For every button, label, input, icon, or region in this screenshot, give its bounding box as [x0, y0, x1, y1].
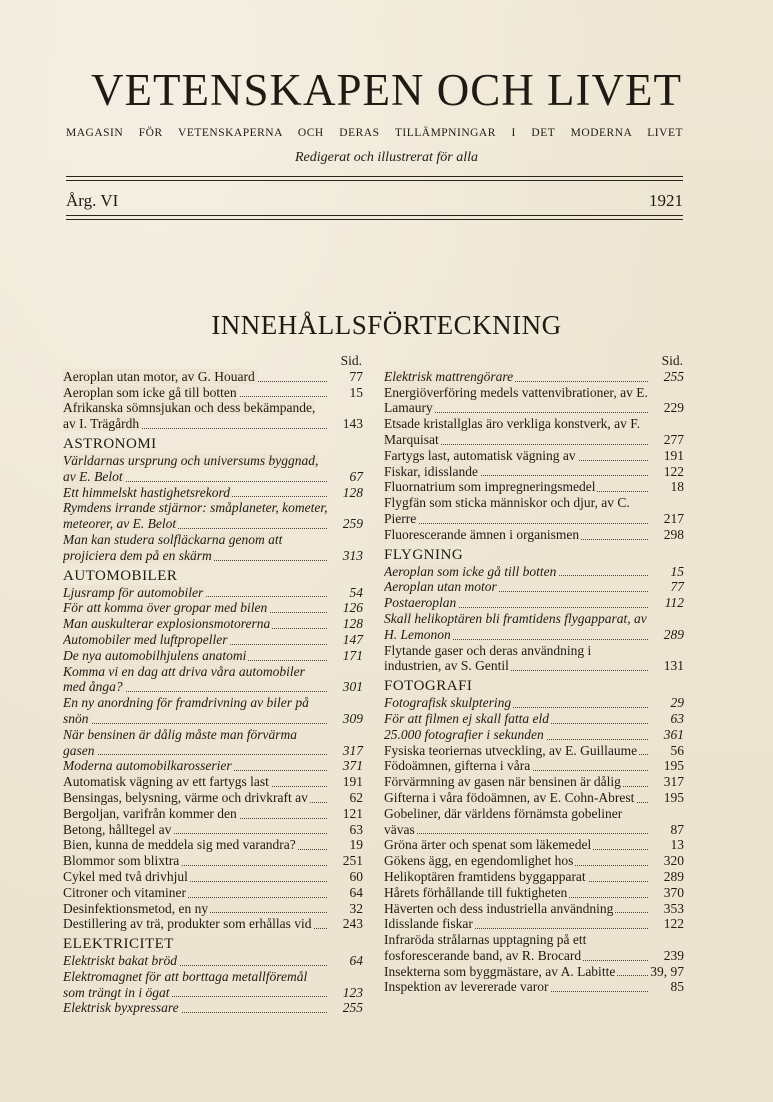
entry-page: 64	[349, 953, 363, 969]
entry-page: 313	[342, 547, 363, 563]
entry-title: Elektromagnet för att borttaga metallföremål som trängt in i ögat	[63, 968, 308, 1000]
entry-title: Fysiska teoriernas utveckling, av E. Guillaume	[384, 742, 638, 758]
entry-title: Aeroplan utan motor, av G. Houard	[63, 368, 255, 384]
toc-entry	[384, 885, 684, 901]
toc-entry	[384, 479, 684, 495]
toc-entry	[384, 385, 684, 417]
entry-title: Flygfän som sticka människor och djur, av C. Pierre	[384, 495, 630, 526]
entry-page: 317	[342, 742, 363, 758]
entry-title: Häverten och dess industriella användning	[384, 900, 614, 916]
section-heading: FLYGNING	[384, 546, 464, 563]
entry-title: Aeroplan som icke gå till botten	[63, 384, 237, 400]
entry-title: Idisslande fiskar	[384, 916, 473, 932]
entry-title: Infraröda strålarnas upptagning på ett fosforescerande band, av R. Brocard	[384, 932, 587, 963]
magazine-subtitle: MAGASIN FÖR VETENSKAPERNA OCH DERAS TILLÄMPNINGAR I DET MODERNA LIVET	[66, 127, 683, 139]
toc-entry	[63, 453, 363, 485]
toc-right-column	[384, 353, 684, 995]
toc-entry	[63, 600, 363, 616]
entry-title: Gifterna i våra födoämnen, av E. Cohn-Abrest	[384, 789, 635, 805]
toc-entry	[63, 664, 363, 696]
entry-page: 121	[342, 805, 363, 821]
toc-entry	[63, 822, 363, 838]
toc-entry	[63, 969, 363, 1001]
volume-label: Årg. VI	[66, 191, 119, 210]
entry-title: Hårets förhållande till fuktigheten	[384, 884, 568, 900]
entry-page: 15	[670, 563, 684, 579]
entry-page: 13	[670, 837, 684, 853]
toc-entry	[63, 916, 363, 932]
entry-page: 63	[349, 821, 363, 837]
entry-title: Gökens ägg, en egendomlighet hos	[384, 853, 574, 869]
entry-title: Fluorescerande ämnen i organismen	[384, 526, 580, 542]
entry-page: 239	[663, 947, 684, 963]
entry-page: 63	[670, 710, 684, 726]
header-rule-top	[66, 176, 683, 177]
entry-title: Energiöverföring medels vattenvibrationer, av E. Lamaury	[384, 384, 648, 416]
entry-page: 60	[349, 868, 363, 884]
entry-page: 112	[664, 595, 684, 611]
entry-page: 309	[342, 710, 363, 726]
entry-title: Bensingas, belysning, värme och drivkraft av	[63, 789, 308, 805]
toc-entry	[63, 727, 363, 759]
header-rule-top-2	[66, 180, 683, 181]
entry-title: Automobiler med luftpropeller	[63, 631, 228, 647]
toc-entry	[63, 369, 363, 385]
entry-title: Man kan studera solfläckarna genom att projiciera dem på en skärm	[63, 531, 283, 563]
entry-title: Fartygs last, automatisk vägning av	[384, 447, 576, 463]
toc-entry	[63, 869, 363, 885]
toc-entry	[384, 758, 684, 774]
entry-page: 87	[670, 821, 684, 837]
entry-page: 54	[349, 584, 363, 600]
entry-title: En ny anordning för framdrivning av biler på snön	[63, 695, 309, 726]
entry-title: Gröna ärter och spenat som läkemedel	[384, 837, 592, 853]
toc-entry	[63, 837, 363, 853]
entry-page: 128	[342, 616, 363, 632]
toc-entry	[63, 695, 363, 727]
toc-entry	[63, 774, 363, 790]
entry-page: 85	[670, 979, 684, 995]
toc-entry	[384, 464, 684, 480]
entry-page: 243	[342, 916, 363, 932]
toc-entry	[63, 790, 363, 806]
entry-title: Flytande gaser och deras användning i industrien, av S. Gentil	[384, 642, 592, 674]
entry-page: 77	[670, 579, 684, 595]
entry-title: Fiskar, idisslande	[384, 463, 478, 479]
entry-title: Insekterna som byggmästare, av A. Labitte	[384, 963, 616, 979]
entry-title: Automatisk vägning av ett fartygs last	[63, 774, 269, 790]
entry-page: 191	[663, 447, 684, 463]
entry-title: Ljusramp för automobiler	[63, 584, 204, 600]
toc-entry	[384, 837, 684, 853]
entry-page: 353	[663, 900, 684, 916]
entry-title: Desinfektionsmetod, en ny	[63, 900, 209, 916]
toc-entry	[63, 400, 363, 432]
toc-entry	[384, 727, 684, 743]
toc-entry	[384, 711, 684, 727]
entry-title: Helikoptären framtidens byggapparat	[384, 868, 586, 884]
entry-page: 32	[349, 900, 363, 916]
entry-page: 62	[349, 789, 363, 805]
toc-entry	[384, 564, 684, 580]
entry-title: Postaeroplan	[384, 595, 457, 611]
entry-title: Komma vi en dag att driva våra automobiler med ånga?	[63, 663, 305, 695]
entry-page: 277	[663, 431, 684, 447]
toc-entry	[384, 643, 684, 675]
entry-title: Inspektion av levererade varor	[384, 979, 549, 995]
entry-title: Destillering av trä, produkter som erhållas vid	[63, 916, 312, 932]
toc-entry	[63, 632, 363, 648]
toc-entry	[63, 485, 363, 501]
entry-title: Ett himmelskt hastighetsrekord	[63, 484, 230, 500]
toc-entry	[384, 790, 684, 806]
entry-page: 39, 97	[650, 963, 684, 979]
entry-page: 361	[663, 726, 684, 742]
entry-title: Elektrisk byxpressare	[63, 1000, 179, 1016]
entry-title: Aeroplan som icke gå till botten	[384, 563, 557, 579]
entry-title: Blommor som blixtra	[63, 853, 180, 869]
entry-page: 255	[663, 368, 684, 384]
toc-entry	[384, 369, 684, 385]
entry-title: Man auskulterar explosionsmotorerna	[63, 616, 271, 632]
toc-title: INNEHÅLLSFÖRTECKNING	[211, 310, 562, 340]
header-rule-bottom	[66, 215, 683, 216]
entry-title: Födoämnen, gifterna i våra	[384, 758, 531, 774]
entry-page: 217	[663, 510, 684, 526]
entry-title: Betong, hålltegel av	[63, 821, 172, 837]
toc-entry	[63, 758, 363, 774]
toc-entry	[63, 500, 363, 532]
toc-entry	[384, 916, 684, 932]
toc-entry	[384, 695, 684, 711]
toc-entry	[384, 869, 684, 885]
entry-title: Etsade kristallglas äro verkliga konstverk, av F. Marquisat	[384, 416, 641, 447]
entry-title: Fotografisk skulptering	[384, 695, 512, 711]
entry-title: Aeroplan utan motor	[384, 579, 497, 595]
editorial-note: Redigerat och illustrerat för alla	[294, 150, 479, 165]
section-heading: AUTOMOBILER	[63, 567, 178, 584]
entry-title: Afrikanska sömnsjukan och dess bekämpande, av I. Trägårdh	[63, 400, 316, 432]
section-heading: ASTRONOMI	[63, 435, 157, 452]
entry-page: 298	[663, 526, 684, 542]
toc-entry	[63, 532, 363, 564]
toc-entry	[384, 774, 684, 790]
toc-entry	[384, 901, 684, 917]
entry-page: 122	[663, 916, 684, 932]
entry-page: 29	[670, 695, 684, 711]
header-rule-bottom-2	[66, 219, 683, 220]
entry-title: Rymdens irrande stjärnor: småplaneter, kometer, meteorer, av E. Belot	[63, 500, 328, 532]
entry-page: 64	[349, 884, 363, 900]
entry-title: Fluornatrium som impregneringsmedel	[384, 479, 596, 495]
section-heading: ELEKTRICITET	[63, 936, 174, 953]
entry-title: 25.000 fotografier i sekunden	[384, 726, 544, 742]
entry-title: För att filmen ej skall fatta eld	[384, 710, 549, 726]
entry-title: Elektriskt bakat bröd	[63, 953, 177, 969]
entry-title: Förvärmning av gasen när bensinen är dålig	[384, 774, 621, 790]
entry-title: När bensinen är dålig måste man förvärma gasen	[63, 726, 297, 758]
entry-page: 371	[342, 758, 363, 774]
entry-page: 131	[663, 658, 684, 674]
entry-title: Skall helikoptären bli framtidens flygapparat, av H. Lemonon	[384, 610, 647, 642]
entry-page: 195	[663, 758, 684, 774]
section-heading: FOTOGRAFI	[384, 678, 473, 695]
toc-entry	[63, 885, 363, 901]
toc-entry	[384, 964, 684, 980]
entry-page: 251	[342, 853, 363, 869]
toc-entry	[63, 616, 363, 632]
entry-page: 370	[663, 884, 684, 900]
toc-entry	[384, 579, 684, 595]
entry-page: 77	[349, 368, 363, 384]
entry-title: Bien, kunna de meddela sig med varandra?	[63, 837, 296, 853]
toc-entry	[384, 806, 684, 838]
entry-page: 143	[342, 416, 363, 432]
entry-page: 289	[663, 868, 684, 884]
toc-entry	[384, 743, 684, 759]
toc-entry	[63, 901, 363, 917]
toc-entry	[384, 611, 684, 643]
sid-label: Sid.	[661, 353, 683, 368]
toc-entry	[384, 979, 684, 995]
entry-title: För att komma över gropar med bilen	[63, 600, 268, 616]
toc-entry	[384, 495, 684, 527]
toc-entry	[63, 853, 363, 869]
sid-label: Sid.	[340, 353, 362, 368]
toc-entry	[63, 385, 363, 401]
toc-left-column	[63, 353, 363, 1016]
entry-title: Världarnas ursprung och universums byggnad, av E. Belot	[63, 452, 319, 484]
toc-entry	[384, 932, 684, 964]
entry-page: 15	[349, 384, 363, 400]
entry-page: 317	[663, 774, 684, 790]
entry-title: Cykel med två drivhjul	[63, 868, 188, 884]
entry-title: Elektrisk mattrengörare	[384, 368, 514, 384]
entry-page: 67	[349, 468, 363, 484]
entry-title: Bergoljan, varifrån kommer den	[63, 805, 237, 821]
entry-page: 255	[342, 1000, 363, 1016]
toc-entry	[63, 648, 363, 664]
toc-entry	[384, 527, 684, 543]
entry-page: 301	[342, 679, 363, 695]
entry-page: 18	[670, 479, 684, 495]
entry-title: Moderna automobilkarosserier	[63, 758, 232, 774]
entry-page: 320	[663, 853, 684, 869]
toc-entry	[384, 853, 684, 869]
toc-entry	[63, 585, 363, 601]
entry-title: Citroner och vitaminer	[63, 884, 186, 900]
entry-page: 122	[663, 463, 684, 479]
entry-page: 191	[342, 774, 363, 790]
entry-title: De nya automobilhjulens anatomi	[63, 647, 247, 663]
entry-page: 128	[342, 484, 363, 500]
year-label: 1921	[649, 191, 683, 210]
toc-entry	[384, 595, 684, 611]
entry-page: 19	[349, 837, 363, 853]
toc-entry	[384, 448, 684, 464]
entry-page: 171	[342, 647, 363, 663]
entry-page: 195	[663, 789, 684, 805]
entry-page: 289	[663, 626, 684, 642]
toc-entry	[63, 806, 363, 822]
entry-title: Gobeliner, där världens förnämsta gobeliner vävas	[384, 805, 623, 837]
entry-page: 259	[342, 516, 363, 532]
entry-page: 56	[670, 742, 684, 758]
entry-page: 123	[342, 984, 363, 1000]
entry-page: 147	[342, 631, 363, 647]
toc-entry	[63, 1000, 363, 1016]
entry-page: 229	[663, 400, 684, 416]
toc-entry	[384, 416, 684, 448]
magazine-title: VETENSKAPEN OCH LIVET	[91, 65, 682, 115]
entry-page: 126	[342, 600, 363, 616]
toc-entry	[63, 953, 363, 969]
